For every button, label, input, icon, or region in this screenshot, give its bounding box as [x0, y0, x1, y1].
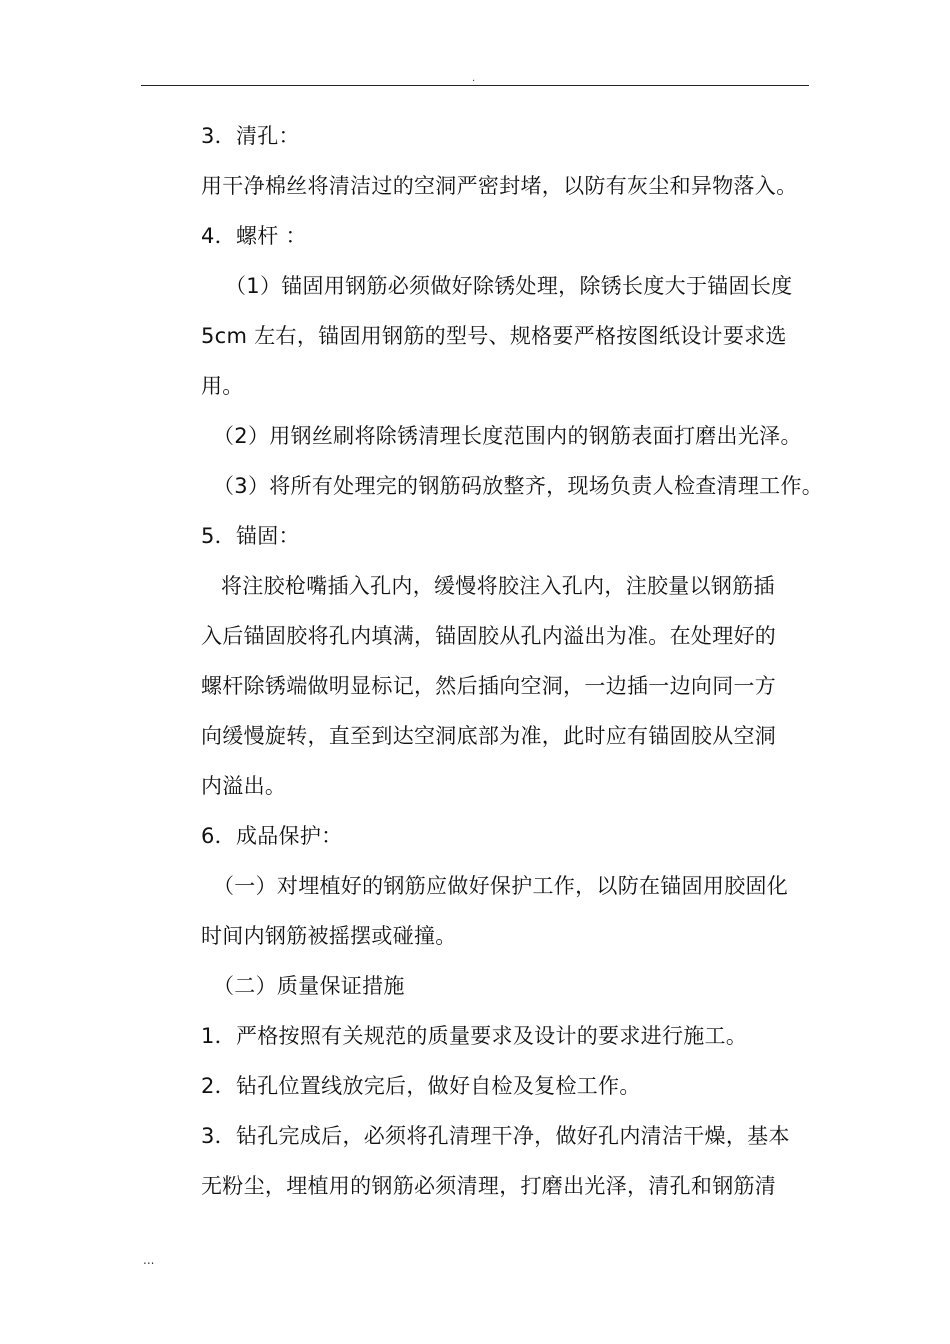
text-line: （1）锚固用钢筋必须做好除锈处理，除锈长度大于锚固长度 — [225, 274, 793, 298]
text-line: （一）对埋植好的钢筋应做好保护工作，以防在锚固用胶固化 — [213, 874, 789, 898]
text-line: 6．成品保护： — [201, 824, 343, 848]
text-line: 5．锚固： — [201, 524, 300, 548]
text-line: 时间内钢筋被摇摆或碰撞。 — [201, 924, 457, 948]
text-line: 内溢出。 — [201, 774, 287, 798]
text-line: 3．钻孔完成后，必须将孔清理干净，做好孔内清洁干燥，基本 — [201, 1124, 790, 1148]
text-line: （3）将所有处理完的钢筋码放整齐，现场负责人检查清理工作。 — [213, 474, 824, 498]
text-line: 向缓慢旋转，直至到达空洞底部为准，此时应有锚固胶从空洞 — [201, 724, 777, 748]
text-line: 3．清孔： — [201, 124, 300, 148]
text-line: 5cm 左右，锚固用钢筋的型号、规格要严格按图纸设计要求选 — [201, 324, 787, 348]
text-line: （2）用钢丝刷将除锈清理长度范围内的钢筋表面打磨出光泽。 — [213, 424, 802, 448]
text-line: （二）质量保证措施 — [213, 974, 405, 998]
text-line: 入后锚固胶将孔内填满，锚固胶从孔内溢出为准。在处理好的 — [201, 624, 777, 648]
text-line: 无粉尘，埋植用的钢筋必须清理，打磨出光泽，清孔和钢筋清 — [201, 1174, 777, 1198]
text-line: 将注胶枪嘴插入孔内，缓慢将胶注入孔内，注胶量以钢筋插 — [221, 574, 775, 598]
text-line: 4．螺杆 ： — [201, 224, 307, 248]
text-line: 螺杆除锈端做明显标记，然后插向空洞，一边插一边向同一方 — [201, 674, 777, 698]
text-line: 1．严格按照有关规范的质量要求及设计的要求进行施工。 — [201, 1024, 748, 1048]
footer-mark: ... — [143, 1253, 155, 1267]
header-mark: . — [472, 73, 476, 84]
text-line: 2．钻孔位置线放完后，做好自检及复检工作。 — [201, 1074, 641, 1098]
text-line: 用。 — [201, 374, 244, 398]
header-rule — [141, 85, 809, 86]
document-body — [201, 111, 824, 1211]
text-line: 用干净棉丝将清洁过的空洞严密封堵，以防有灰尘和异物落入。 — [201, 174, 798, 198]
